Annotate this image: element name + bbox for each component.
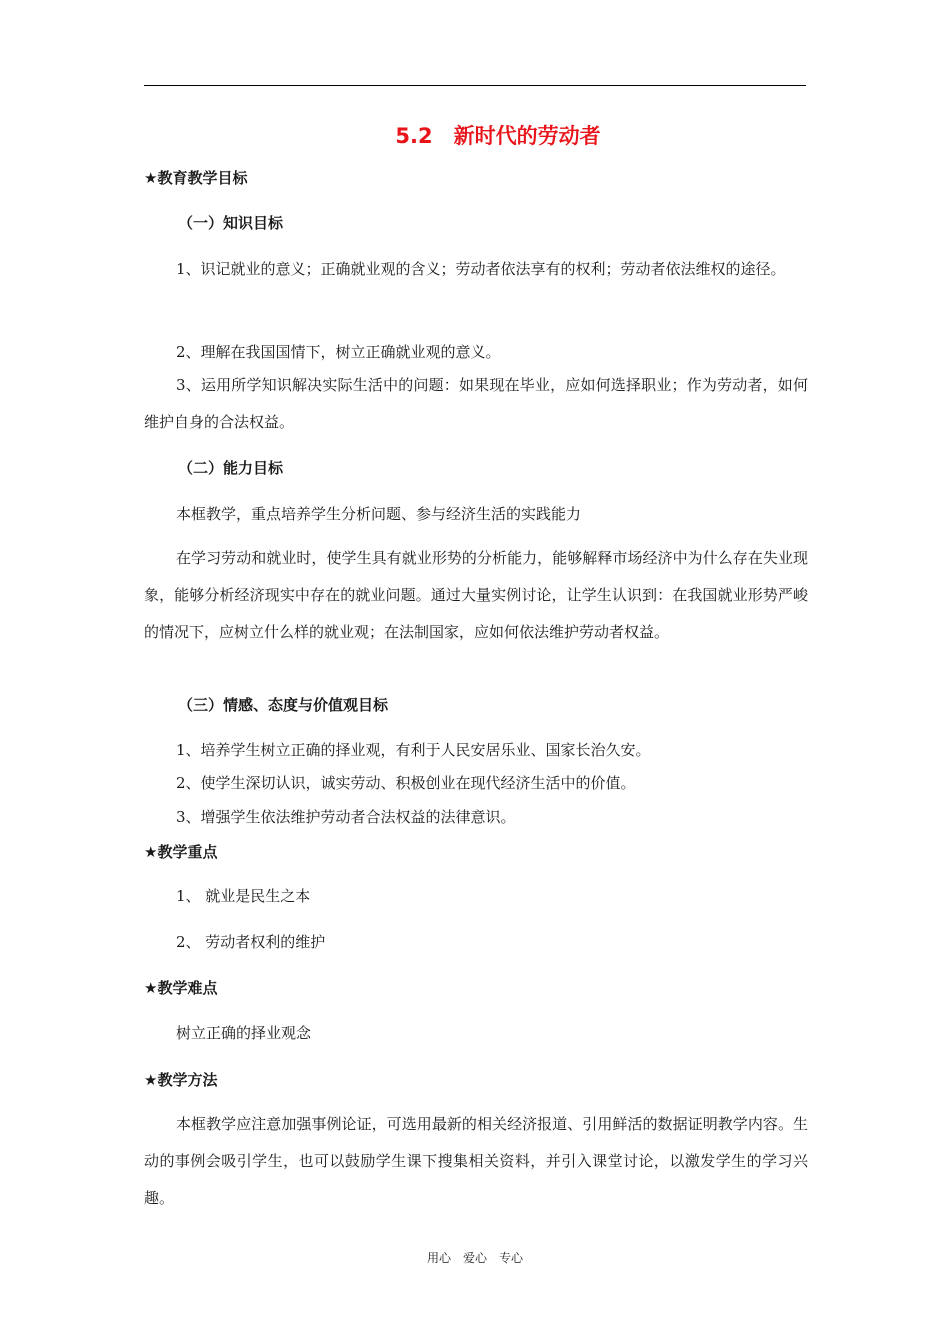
teaching-method-paragraph: 本框教学应注意加强事例论证，可选用最新的相关经济报道、引用鲜活的数据证明教学内容。生动的事例会吸引学生，也可以鼓励学生课下搜集相关资料，并引入课堂讨论，以激发学生的学习兴趣。 xyxy=(144,1115,808,1207)
knowledge-goal-item-1: 1、识记就业的意义；正确就业观的含义；劳动者依法享有的权利；劳动者依法维权的途径。 xyxy=(176,260,786,278)
emotion-goal-item-3: 3、增强学生依法维护劳动者合法权益的法律意识。 xyxy=(176,808,516,826)
key-points-heading: ★教学重点 xyxy=(144,843,218,861)
knowledge-goal-item-3: 3、运用所学知识解决实际生活中的问题：如果现在毕业，应如何选择职业；作为劳动者，如何维护自身的合法权益。 xyxy=(144,376,808,431)
document-title: 5.2 新时代的劳动者 xyxy=(395,124,601,148)
emotion-goal-heading: （三）情感、态度与价值观目标 xyxy=(178,696,389,714)
goals-heading: ★教育教学目标 xyxy=(144,169,248,187)
difficult-point-item-1: 树立正确的择业观念 xyxy=(176,1024,312,1042)
teaching-method-heading: ★教学方法 xyxy=(144,1071,218,1089)
ability-goal-item-2: 在学习劳动和就业时，使学生具有就业形势的分析能力，能够解释市场经济中为什么存在失业现象，能够分析经济现实中存在的就业问题。通过大量实例讨论，让学生认识到：在我国就业形势严峻的情况下，应树立什么样的就业观；在法制国家，应如何依法维护劳动者权益。 xyxy=(144,549,808,641)
header-rule xyxy=(144,85,806,86)
emotion-goal-item-2: 2、使学生深切认识，诚实劳动、积极创业在现代经济生活中的价值。 xyxy=(176,774,636,792)
knowledge-goal-item-2: 2、理解在我国国情下，树立正确就业观的意义。 xyxy=(176,343,501,361)
page-footer: 用心 爱心 专心 xyxy=(426,1251,523,1265)
key-point-item-2: 2、 劳动者权利的维护 xyxy=(176,933,326,951)
emotion-goal-item-1: 1、培养学生树立正确的择业观，有利于人民安居乐业、国家长治久安。 xyxy=(176,741,651,759)
difficult-points-heading: ★教学难点 xyxy=(144,979,218,997)
ability-goal-heading: （二）能力目标 xyxy=(178,459,284,477)
key-point-item-1: 1、 就业是民生之本 xyxy=(176,887,311,905)
ability-goal-item-1: 本框教学，重点培养学生分析问题、参与经济生活的实践能力 xyxy=(176,505,582,523)
knowledge-goal-heading: （一）知识目标 xyxy=(178,214,284,232)
